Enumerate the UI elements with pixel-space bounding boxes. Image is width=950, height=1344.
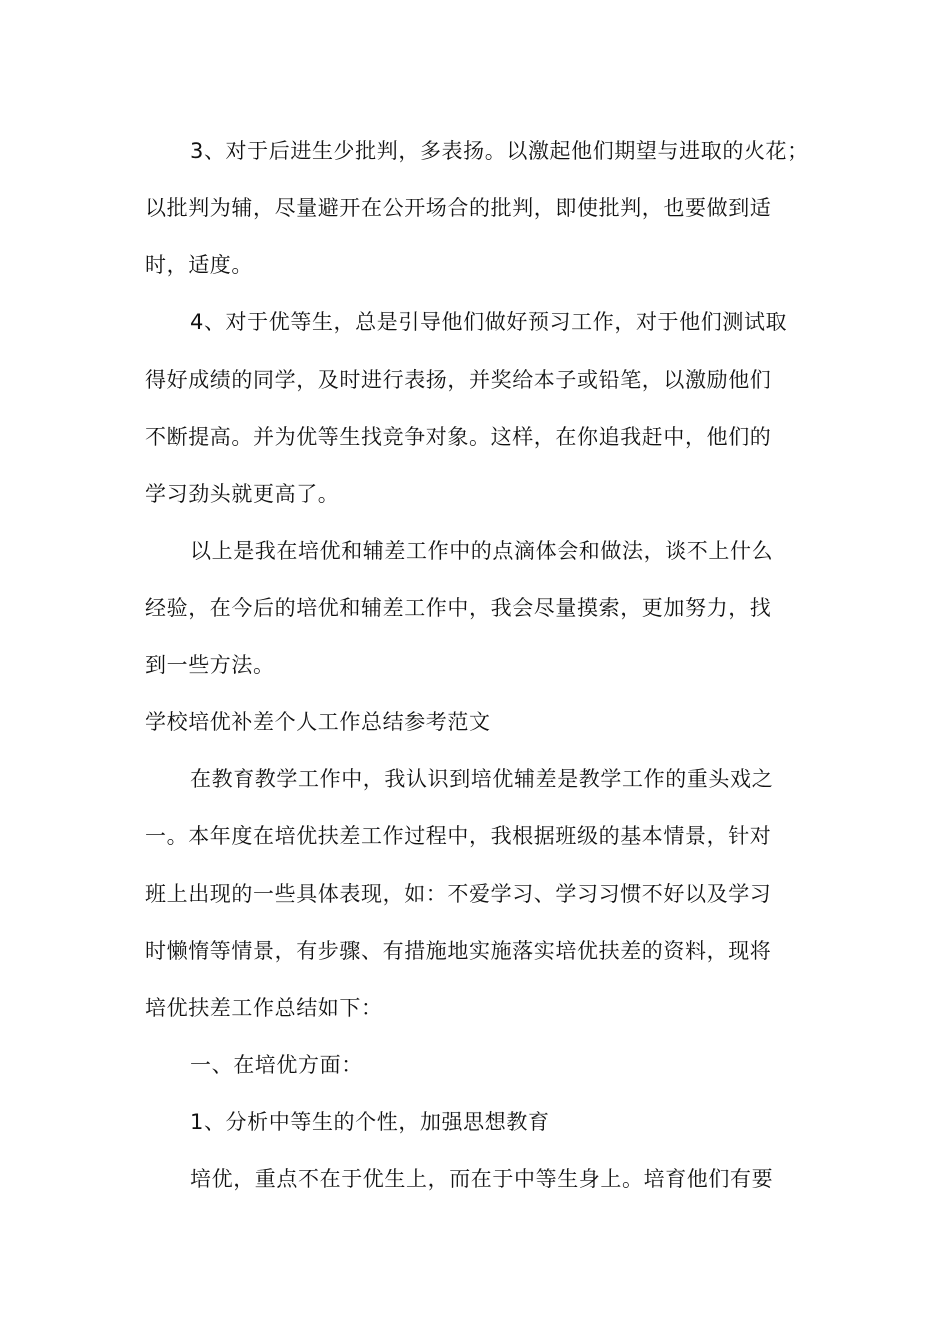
- section-title: 学校培优补差个人工作总结参考范文: [145, 710, 491, 734]
- conclusion-line-1: 以上是我在培优和辅差工作中的点滴体会和做法，谈不上什么: [190, 539, 774, 563]
- intro-line-5: 培优扶差工作总结如下：: [145, 996, 383, 1020]
- heading-1: 一、在培优方面：: [190, 1053, 363, 1077]
- subheading-1: 1、分析中等生的个性，加强思想教育: [190, 1110, 550, 1134]
- intro-line-3: 班上出现的一些具体表现，如：不爱学习、学习习惯不好以及学习: [145, 882, 772, 906]
- paragraph-4-line-3: 不断提高。并为优等生找竞争对象。这样，在你追我赶中，他们的: [145, 425, 772, 449]
- intro-line-1: 在教育教学工作中，我认识到培优辅差是教学工作的重头戏之: [190, 767, 774, 791]
- conclusion-line-3: 到一些方法。: [145, 653, 275, 677]
- conclusion-line-2: 经验，在今后的培优和辅差工作中，我会尽量摸索，更加努力，找: [145, 596, 772, 620]
- intro-line-2: 一。本年度在培优扶差工作过程中，我根据班级的基本情景，针对: [145, 824, 772, 848]
- paragraph-3-line-3: 时，适度。: [145, 253, 253, 277]
- intro-line-4: 时懒惰等情景，有步骤、有措施地实施落实培优扶差的资料，现将: [145, 939, 772, 963]
- paragraph-4-line-1: 4、对于优等生，总是引导他们做好预习工作，对于他们测试取: [190, 310, 788, 334]
- paragraph-3-line-1: 3、对于后进生少批判，多表扬。以激起他们期望与进取的火花；: [190, 139, 809, 163]
- paragraph-4-line-4: 学习劲头就更高了。: [145, 482, 340, 506]
- paragraph-4-line-2: 得好成绩的同学，及时进行表扬，并奖给本子或铅笔，以激励他们: [145, 368, 772, 392]
- paragraph-3-line-2: 以批判为辅，尽量避开在公开场合的批判，即使批判，也要做到适: [145, 196, 772, 220]
- body-line-1: 培优，重点不在于优生上，而在于中等生身上。培育他们有要: [190, 1167, 774, 1191]
